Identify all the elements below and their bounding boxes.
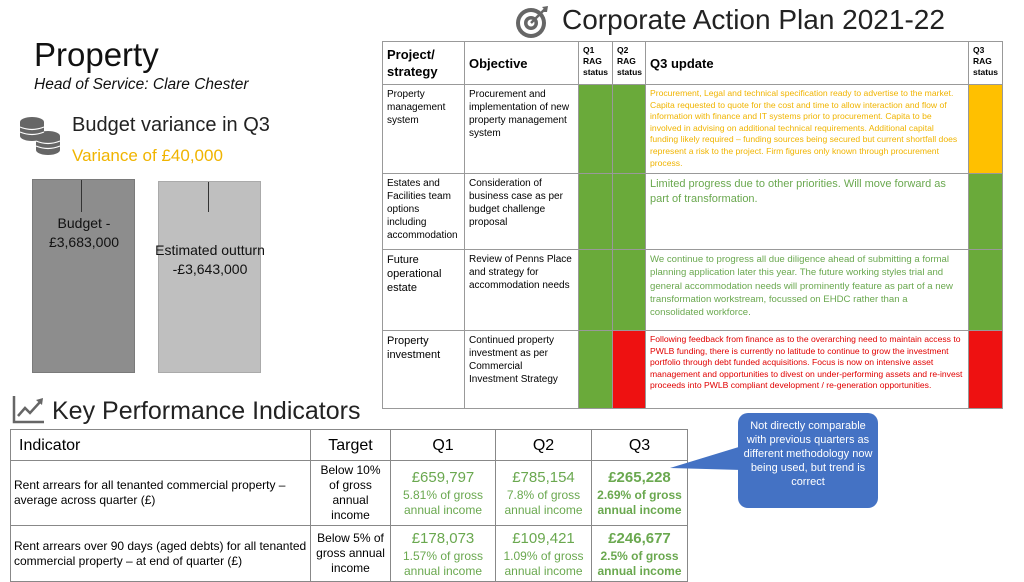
kpi-percent: 5.81% of gross annual income <box>402 488 484 517</box>
kpi-value: £246,677 <box>608 529 671 547</box>
kpi-indicator: Rent arrears over 90 days (aged debts) for all tenanted commercial property – at end of quarter (£) <box>11 526 311 582</box>
q3-rag-cell <box>969 174 1003 250</box>
callout-note: Not directly comparable with previous quarters as different methodology now being used, but trend is correct <box>738 413 878 508</box>
kpi-value: £659,797 <box>411 469 475 486</box>
head-of-service: Head of Service: Clare Chester <box>34 76 249 93</box>
kpi-header-indicator: Indicator <box>11 430 311 461</box>
q1-rag-cell <box>579 331 613 409</box>
kpi-q2 <box>496 526 592 582</box>
objective-cell: Continued property investment as per Commercial Investment Strategy <box>465 331 579 409</box>
kpi-percent: 2.5% of gross annual income <box>597 548 682 578</box>
kpi-percent: 2.69% of gross annual income <box>597 488 682 517</box>
target-icon <box>514 4 550 40</box>
table-row <box>11 526 688 582</box>
q3-rag-cell <box>969 85 1003 174</box>
objective-cell: Review of Penns Place and strategy for accommodation needs <box>465 250 579 331</box>
kpi-title: Key Performance Indicators <box>52 397 361 425</box>
budget-bar-tick <box>81 180 82 212</box>
trend-chart-icon <box>12 394 46 424</box>
page-title: Corporate Action Plan 2021-22 <box>562 4 945 35</box>
budget-label: Budget - £3,683,000 <box>48 215 120 250</box>
update-cell: Following feedback from finance as to the overarching need to maintain access to PWLB funding, there is currently no latitude to continue to grow the investment portfolio through debt funded acquisitions. Focus is now on intensive asset management and opportunities to divest on under-performing assets and re-invest proceeds into PWLB compliant development / re-generation opportunities. <box>646 331 969 409</box>
kpi-target: Below 5% of gross annual income <box>311 526 391 582</box>
table-row <box>383 85 1003 174</box>
objective-cell: Consideration of business case as per budget challenge proposal <box>465 174 579 250</box>
q3-rag-cell <box>969 331 1003 409</box>
kpi-q1 <box>391 526 496 582</box>
table-row <box>383 174 1003 250</box>
table-row <box>383 250 1003 331</box>
header-q1-rag: Q1 RAG status <box>579 42 613 85</box>
budget-bar <box>32 179 135 373</box>
header-q3-update: Q3 update <box>646 42 969 85</box>
outturn-bar-tick <box>208 182 209 212</box>
header-objective: Objective <box>465 42 579 85</box>
kpi-percent: 1.09% of gross annual income <box>503 548 584 578</box>
update-cell: We continue to progress all due diligence ahead of submitting a formal planning application later this year. The future working styles trial and general accommodation needs will prominently feature as part of a new transformation workstream, focussed on EHDC rather than a consolidated workforce. <box>646 250 969 331</box>
project-table <box>382 41 1003 409</box>
header-q3-rag: Q3 RAG status <box>969 42 1003 85</box>
q2-rag-cell <box>613 174 646 250</box>
kpi-table <box>10 429 688 582</box>
q3-rag-cell <box>969 250 1003 331</box>
project-cell: Estates and Facilities team options including accommodation <box>383 174 465 250</box>
project-cell: Property investment <box>383 331 465 409</box>
objective-cell: Procurement and implementation of new property management system <box>465 85 579 174</box>
kpi-header-target: Target <box>311 430 391 461</box>
project-cell: Future operational estate <box>383 250 465 331</box>
update-cell: Procurement, Legal and technical specification ready to advertise to the market. Capita requested to quote for the cost and time to allow interaction and flow of information with finance and IT systems prior to procurement. Capita to be involved in advising on additional technical requirements. Additional capital funding likely required – funding sources being secured but current shortfall does represent a risk to the project. Firm figures only known through procurement process. <box>646 85 969 174</box>
kpi-percent: 1.57% of gross annual income <box>402 548 484 578</box>
coins-icon <box>16 112 64 156</box>
kpi-indicator: Rent arrears for all tenanted commercial property – average across quarter (£) <box>11 461 311 526</box>
section-title: Property <box>34 36 159 73</box>
q2-rag-cell <box>613 85 646 174</box>
q1-rag-cell <box>579 85 613 174</box>
table-row <box>383 331 1003 409</box>
kpi-value: £109,421 <box>512 529 575 547</box>
kpi-header-q3: Q3 <box>592 430 688 461</box>
outturn-label: Estimated outturn -£3,643,000 <box>155 242 265 277</box>
table-row <box>11 461 688 526</box>
kpi-q3 <box>592 526 688 582</box>
kpi-percent: 7.8% of gross annual income <box>504 488 583 517</box>
kpi-value: £785,154 <box>512 469 575 486</box>
header-q2-rag: Q2 RAG status <box>613 42 646 85</box>
budget-title: Budget variance in Q3 <box>72 114 270 136</box>
kpi-q2 <box>496 461 592 526</box>
kpi-target: Below 10% of gross annual income <box>311 461 391 526</box>
project-cell: Property management system <box>383 85 465 174</box>
update-cell: Limited progress due to other priorities. Will move forward as part of transformation. <box>646 174 969 250</box>
q2-rag-cell <box>613 250 646 331</box>
kpi-value: £265,228 <box>608 469 671 486</box>
q1-rag-cell <box>579 250 613 331</box>
kpi-q1 <box>391 461 496 526</box>
q1-rag-cell <box>579 174 613 250</box>
kpi-header-q2: Q2 <box>496 430 592 461</box>
header-project: Project/ strategy <box>383 42 465 85</box>
variance-text: Variance of £40,000 <box>72 146 223 165</box>
kpi-header-q1: Q1 <box>391 430 496 461</box>
q2-rag-cell <box>613 331 646 409</box>
kpi-value: £178,073 <box>411 529 475 547</box>
